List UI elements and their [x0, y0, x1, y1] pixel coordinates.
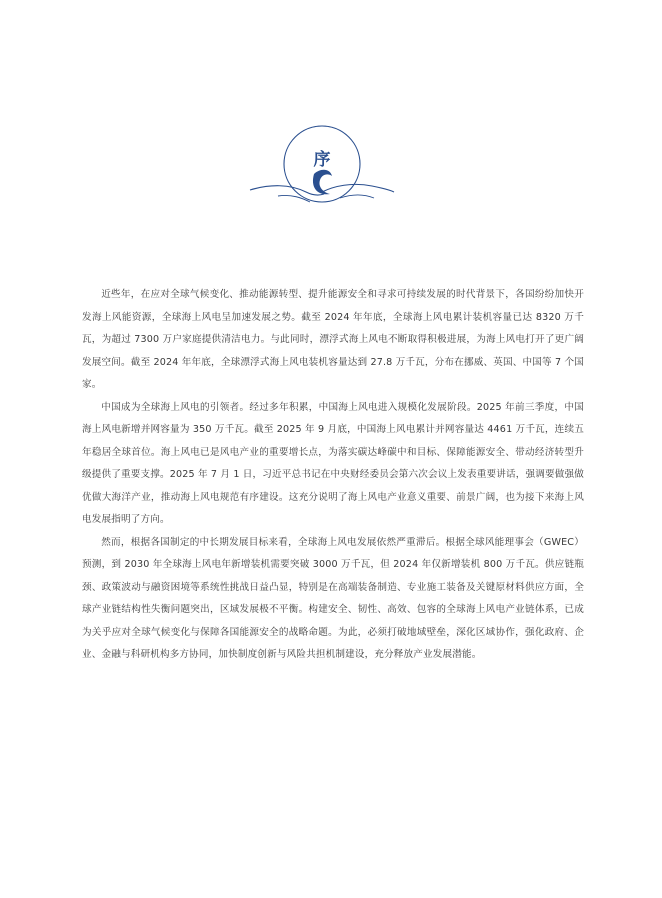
wave-circle-emblem-icon [248, 124, 396, 216]
preface-paragraph-2: 中国成为全球海上风电的引领者。经过多年积累，中国海上风电进入规模化发展阶段。2025 年前三季度，中国海上风电新增并网容量为 350 万千瓦。截至 2025 年 9 月底，中国海上风电累计并网容量达 4461 万千瓦，连续五年稳居全球首位。海上风电已是风电产业的重要增长点，为落实碳达峰碳中和目标、保障能源安全、带动经济转型升级提供了重要支撑。2025 年 7 月 1 日，习近平总书记在中央财经委员会第六次会议上发表重要讲话，强调要做强做优做大海洋产业，推动海上风电规范有序建设。这充分说明了海上风电产业意义重要、前景广阔，也为接下来海上风电发展指明了方向。 [82, 401, 584, 525]
preface-body [82, 284, 584, 667]
preface-paragraph-3: 然而，根据各国制定的中长期发展目标来看，全球海上风电发展依然严重滞后。根据全球风能理事会（GWEC）预测，到 2030 年全球海上风电年新增装机需要突破 3000 万千瓦，但 2024 年仅新增装机 800 万千瓦。供应链瓶颈、政策波动与融资困境等系统性挑战日益凸显，特别是在高端装备制造、专业施工装备及关键原材料供应方面，全球产业链结构性失衡问题突出，区域发展极不平衡。构建安全、韧性、高效、包容的全球海上风电产业链体系，已成为关乎应对全球气候变化与保障各国能源安全的战略命题。为此，必须打破地域壁垒，深化区域协作，强化政府、企业、金融与科研机构多方协同，加快制度创新与风险共担机制建设，充分释放产业发展潜能。 [82, 536, 584, 660]
preface-paragraph-1: 近些年，在应对全球气候变化、推动能源转型、提升能源安全和寻求可持续发展的时代背景下，各国纷纷加快开发海上风能资源，全球海上风电呈加速发展之势。截至 2024 年年底，全球海上风电累计装机容量已达 8320 万千瓦，为超过 7300 万户家庭提供清洁电力。与此同时，漂浮式海上风电不断取得积极进展，为海上风电打开了更广阔发展空间。截至 2024 年年底，全球漂浮式海上风电装机容量达到 27.8 万千瓦，分布在挪威、英国、中国等 7 个国家。 [82, 289, 584, 390]
page-title: 序 [313, 150, 331, 170]
